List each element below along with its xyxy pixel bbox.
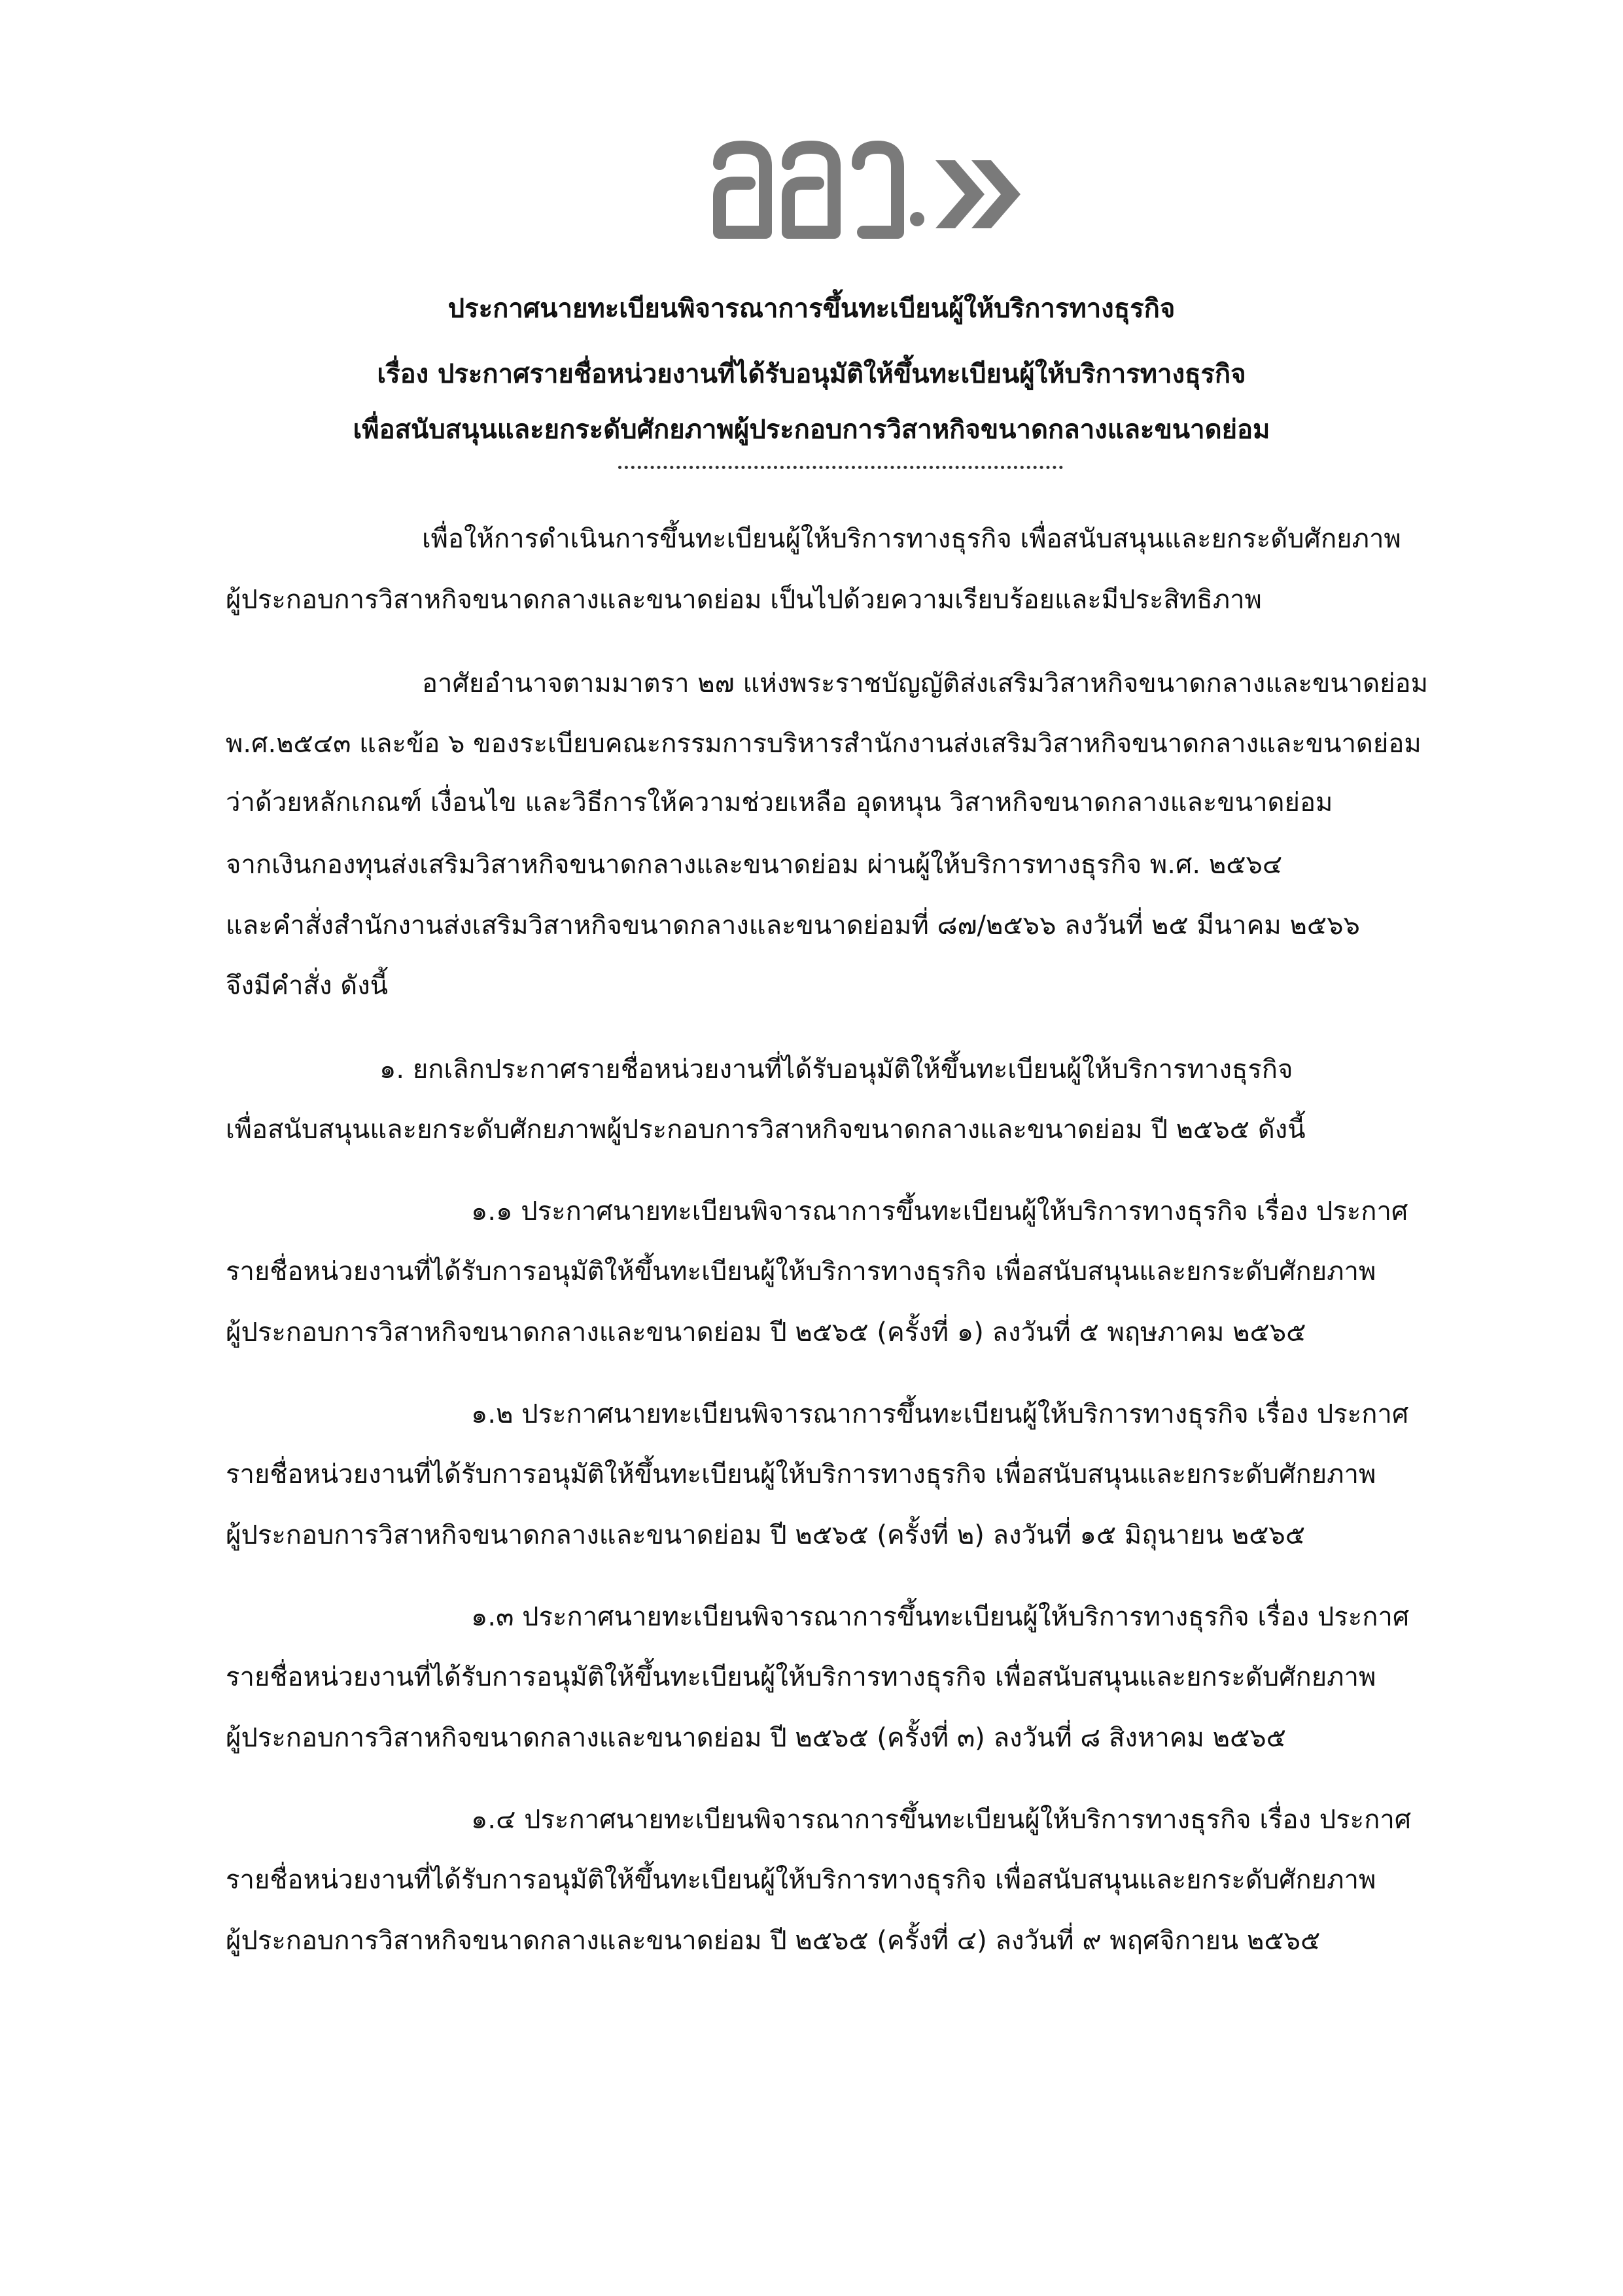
item-1-2-line: รายชื่อหน่วยงานที่ได้รับการอนุมัติให้ขึ้นทะเบียนผู้ให้บริการทางธุรกิจ เพื่อสนับสนุนและยกระดับศักยภาพ	[226, 1459, 1376, 1489]
item-1-3-line: รายชื่อหน่วยงานที่ได้รับการอนุมัติให้ขึ้นทะเบียนผู้ให้บริการทางธุรกิจ เพื่อสนับสนุนและยกระดับศักยภาพ	[226, 1662, 1376, 1692]
item-1-2-line: ผู้ประกอบการวิสาหกิจขนาดกลางและขนาดย่อม ปี ๒๕๖๕ (ครั้งที่ ๒) ลงวันที่ ๑๕ มิถุนายน ๒๕๖๕	[226, 1520, 1306, 1550]
item-1-4-line: ผู้ประกอบการวิสาหกิจขนาดกลางและขนาดย่อม ปี ๒๕๖๕ (ครั้งที่ ๔) ลงวันที่ ๙ พฤศจิกายน ๒๕๖๕	[226, 1926, 1321, 1956]
dotted-divider	[618, 466, 1063, 469]
paragraph-purpose-line: เพื่อให้การดำเนินการขึ้นทะเบียนผู้ให้บริการทางธุรกิจ เพื่อสนับสนุนและยกระดับศักยภาพ	[422, 524, 1401, 554]
osmep-logo	[707, 134, 1034, 249]
paragraph-authority-line: จึงมีคำสั่ง ดังนี้	[226, 971, 389, 1001]
item-1-4-line: รายชื่อหน่วยงานที่ได้รับการอนุมัติให้ขึ้นทะเบียนผู้ให้บริการทางธุรกิจ เพื่อสนับสนุนและยกระดับศักยภาพ	[226, 1865, 1376, 1895]
announcement-title: ประกาศนายทะเบียนพิจารณาการขึ้นทะเบียนผู้ให้บริการทางธุรกิจ	[447, 294, 1176, 324]
paragraph-purpose-line: ผู้ประกอบการวิสาหกิจขนาดกลางและขนาดย่อม เป็นไปด้วยความเรียบร้อยและมีประสิทธิภาพ	[226, 585, 1262, 615]
paragraph-authority-line: และคำสั่งสำนักงานส่งเสริมวิสาหกิจขนาดกลางและขนาดย่อมที่ ๘๗/๒๕๖๖ ลงวันที่ ๒๕ มีนาคม ๒๕๖๖	[226, 911, 1360, 941]
item-1-1-line: รายชื่อหน่วยงานที่ได้รับการอนุมัติให้ขึ้นทะเบียนผู้ให้บริการทางธุรกิจ เพื่อสนับสนุนและยกระดับศักยภาพ	[226, 1257, 1376, 1287]
paragraph-authority-line: ว่าด้วยหลักเกณฑ์ เงื่อนไข และวิธีการให้ความช่วยเหลือ อุดหนุน วิสาหกิจขนาดกลางและขนาดย่อม	[226, 788, 1333, 818]
paragraph-authority-line: อาศัยอำนาจตามมาตรา ๒๗ แห่งพระราชบัญญัติส่งเสริมวิสาหกิจขนาดกลางและขนาดย่อม	[422, 669, 1428, 699]
item-1-line: เพื่อสนับสนุนและยกระดับศักยภาพผู้ประกอบการวิสาหกิจขนาดกลางและขนาดย่อม ปี ๒๕๖๕ ดังนี้	[226, 1115, 1306, 1145]
item-1-3-line: ผู้ประกอบการวิสาหกิจขนาดกลางและขนาดย่อม ปี ๒๕๖๕ (ครั้งที่ ๓) ลงวันที่ ๘ สิงหาคม ๒๕๖๕	[226, 1723, 1286, 1753]
item-1-1-line: ๑.๑ ประกาศนายทะเบียนพิจารณาการขึ้นทะเบียนผู้ให้บริการทางธุรกิจ เรื่อง ประกาศ	[471, 1196, 1408, 1226]
item-1-3-line: ๑.๓ ประกาศนายทะเบียนพิจารณาการขึ้นทะเบียนผู้ให้บริการทางธุรกิจ เรื่อง ประกาศ	[471, 1602, 1410, 1632]
paragraph-authority-line: จากเงินกองทุนส่งเสริมวิสาหกิจขนาดกลางและขนาดย่อม ผ่านผู้ให้บริการทางธุรกิจ พ.ศ. ๒๕๖๔	[226, 850, 1283, 880]
paragraph-authority-line: พ.ศ.๒๕๔๓ และข้อ ๖ ของระเบียบคณะกรรมการบริหารสำนักงานส่งเสริมวิสาหกิจขนาดกลางและขนาดย่อม	[226, 729, 1422, 759]
announcement-subject: เรื่อง ประกาศรายชื่อหน่วยงานที่ได้รับอนุมัติให้ขึ้นทะเบียนผู้ให้บริการทางธุรกิจ	[377, 359, 1246, 389]
item-1-4-line: ๑.๔ ประกาศนายทะเบียนพิจารณาการขึ้นทะเบียนผู้ให้บริการทางธุรกิจ เรื่อง ประกาศ	[471, 1805, 1412, 1835]
item-1-1-line: ผู้ประกอบการวิสาหกิจขนาดกลางและขนาดย่อม ปี ๒๕๖๕ (ครั้งที่ ๑) ลงวันที่ ๕ พฤษภาคม ๒๕๖๕	[226, 1317, 1306, 1348]
item-1-line: ๑. ยกเลิกประกาศรายชื่อหน่วยงานที่ได้รับอนุมัติให้ขึ้นทะเบียนผู้ให้บริการทางธุรกิจ	[379, 1054, 1293, 1085]
item-1-2-line: ๑.๒ ประกาศนายทะเบียนพิจารณาการขึ้นทะเบียนผู้ให้บริการทางธุรกิจ เรื่อง ประกาศ	[471, 1399, 1409, 1429]
announcement-subject-continued: เพื่อสนับสนุนและยกระดับศักยภาพผู้ประกอบการวิสาหกิจขนาดกลางและขนาดย่อม	[353, 415, 1270, 445]
